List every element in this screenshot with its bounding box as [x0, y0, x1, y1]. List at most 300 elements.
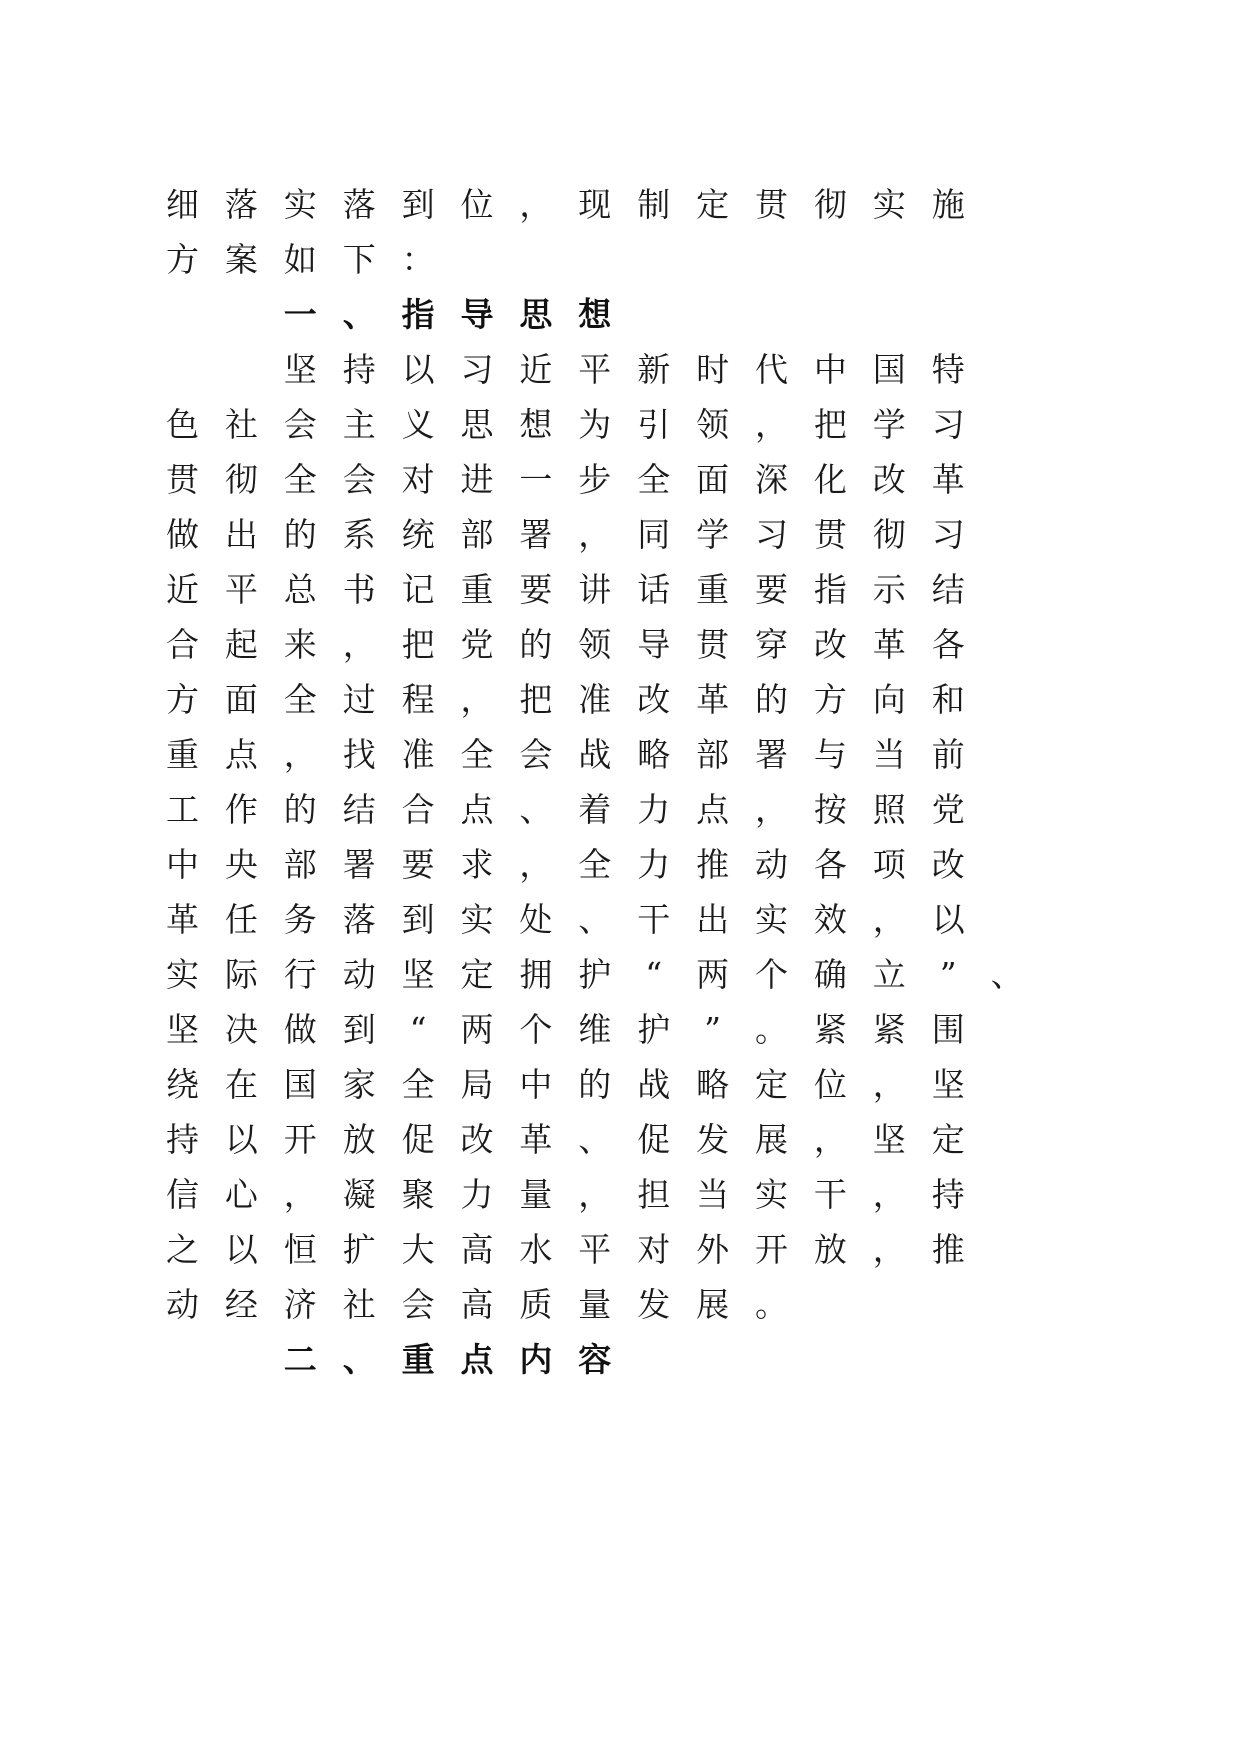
glyph: ，: [460, 680, 494, 719]
glyph: ，: [519, 185, 553, 224]
glyph: 战: [637, 1065, 671, 1104]
glyph: 定: [460, 955, 494, 994]
glyph: 实: [872, 185, 906, 224]
glyph: 改: [872, 460, 906, 499]
body-line: [0, 730, 1240, 780]
body-line: [0, 675, 1240, 725]
glyph: 各: [813, 845, 847, 884]
glyph: ，: [872, 900, 906, 939]
glyph: 坚: [401, 955, 435, 994]
glyph: ，: [755, 790, 788, 829]
glyph: 务: [283, 900, 317, 939]
body-line: [0, 180, 1240, 230]
body-line: [0, 1115, 1240, 1165]
glyph: 两: [460, 1010, 494, 1049]
glyph: 开: [755, 1230, 788, 1269]
glyph: 局: [460, 1065, 494, 1104]
glyph: 的: [283, 790, 317, 829]
glyph: 习: [755, 515, 788, 554]
glyph: 经: [224, 1285, 258, 1324]
glyph: 近: [166, 570, 199, 609]
glyph: 际: [224, 955, 258, 994]
glyph: 护: [637, 1010, 671, 1049]
glyph: 义: [401, 405, 435, 444]
glyph: 准: [401, 735, 435, 774]
glyph: 干: [813, 1175, 847, 1214]
glyph: 高: [460, 1285, 494, 1324]
glyph: 点: [460, 1340, 494, 1379]
glyph: 动: [166, 1285, 199, 1324]
glyph: 大: [401, 1230, 435, 1269]
glyph: 准: [578, 680, 612, 719]
glyph: 总: [283, 570, 317, 609]
glyph: 面: [224, 680, 258, 719]
glyph: 落: [224, 185, 258, 224]
glyph: ，: [342, 625, 376, 664]
glyph: 把: [813, 405, 847, 444]
glyph: 主: [342, 405, 376, 444]
glyph: 改: [813, 625, 847, 664]
glyph: 会: [283, 405, 317, 444]
body-line: [0, 510, 1240, 560]
glyph: 思: [460, 405, 494, 444]
section-heading-guiding-ideology: [0, 290, 1240, 340]
glyph: 程: [401, 680, 435, 719]
glyph: 色: [166, 405, 199, 444]
glyph: 全: [283, 460, 317, 499]
glyph: 立: [872, 955, 906, 994]
glyph: 围: [931, 1010, 965, 1049]
glyph: 想: [519, 405, 553, 444]
glyph: 高: [460, 1230, 494, 1269]
body-line: [0, 235, 1240, 285]
glyph: 中: [166, 845, 199, 884]
glyph: 彻: [813, 185, 847, 224]
glyph: 全: [283, 680, 317, 719]
glyph: 开: [283, 1120, 317, 1159]
glyph: 统: [401, 515, 435, 554]
glyph: 信: [166, 1175, 199, 1214]
glyph: 现: [578, 185, 612, 224]
glyph: 外: [696, 1230, 730, 1269]
glyph: 指: [813, 570, 847, 609]
glyph: 到: [342, 1010, 376, 1049]
glyph: 要: [755, 570, 788, 609]
glyph: 革: [931, 460, 965, 499]
glyph: 贯: [696, 625, 730, 664]
glyph: 党: [931, 790, 965, 829]
glyph: 国: [872, 350, 906, 389]
glyph: 重: [696, 570, 730, 609]
glyph: 动: [342, 955, 376, 994]
glyph: 聚: [401, 1175, 435, 1214]
glyph: 彻: [872, 515, 906, 554]
glyph: 部: [283, 845, 317, 884]
glyph: 对: [401, 460, 435, 499]
glyph: ，: [872, 1230, 906, 1269]
glyph: 展: [696, 1285, 730, 1324]
glyph: 当: [696, 1175, 730, 1214]
glyph: 任: [224, 900, 258, 939]
glyph: 贯: [755, 185, 788, 224]
glyph: 两: [696, 955, 730, 994]
glyph: 讲: [578, 570, 612, 609]
glyph: 习: [931, 405, 965, 444]
glyph: 来: [283, 625, 317, 664]
glyph: 工: [166, 790, 199, 829]
body-line: [0, 455, 1240, 505]
glyph: 力: [637, 845, 671, 884]
body-line: [0, 345, 1240, 395]
glyph: 贯: [813, 515, 847, 554]
glyph: ，: [578, 515, 612, 554]
glyph: 作: [224, 790, 258, 829]
glyph: 、: [342, 1340, 376, 1379]
glyph: 实: [755, 1175, 788, 1214]
glyph: 合: [401, 790, 435, 829]
glyph: 。: [755, 1285, 788, 1324]
glyph: 出: [696, 900, 730, 939]
glyph: 指: [401, 295, 435, 334]
glyph: ，: [283, 1175, 317, 1214]
glyph: 会: [519, 735, 553, 774]
glyph: 为: [578, 405, 612, 444]
glyph: ，: [755, 405, 788, 444]
glyph: 个: [519, 1010, 553, 1049]
body-line: [0, 1060, 1240, 1110]
glyph: 之: [166, 1230, 199, 1269]
glyph: 革: [872, 625, 906, 664]
glyph: 合: [166, 625, 199, 664]
glyph: 穿: [755, 625, 788, 664]
body-line: [0, 1005, 1240, 1055]
glyph: 要: [519, 570, 553, 609]
glyph: 制: [637, 185, 671, 224]
glyph: 找: [342, 735, 376, 774]
glyph: 绕: [166, 1065, 199, 1104]
glyph: 心: [224, 1175, 258, 1214]
glyph: 凝: [342, 1175, 376, 1214]
glyph: 一: [519, 460, 553, 499]
glyph: 代: [755, 350, 788, 389]
glyph: 改: [931, 845, 965, 884]
glyph: 部: [696, 735, 730, 774]
glyph: 会: [342, 460, 376, 499]
glyph: 家: [342, 1065, 376, 1104]
glyph: ，: [283, 735, 317, 774]
glyph: 持: [342, 350, 376, 389]
glyph: 深: [755, 460, 788, 499]
glyph: 实: [166, 955, 199, 994]
glyph: 、: [519, 790, 553, 829]
glyph: 、: [578, 1120, 612, 1159]
glyph: 以: [401, 350, 435, 389]
glyph: 面: [696, 460, 730, 499]
glyph: 落: [342, 185, 376, 224]
glyph: 话: [637, 570, 671, 609]
section-heading-key-content: [0, 1335, 1240, 1385]
glyph: 引: [637, 405, 671, 444]
glyph: 发: [637, 1285, 671, 1324]
glyph: “: [645, 955, 663, 994]
glyph: “: [409, 1010, 427, 1049]
body-line: [0, 895, 1240, 945]
glyph: 同: [637, 515, 671, 554]
glyph: 方: [813, 680, 847, 719]
glyph: 以: [224, 1230, 258, 1269]
glyph: 方: [166, 680, 199, 719]
glyph: 点: [460, 790, 494, 829]
glyph: 坚: [872, 1120, 906, 1159]
glyph: ”: [704, 1010, 722, 1049]
glyph: 要: [401, 845, 435, 884]
glyph: 与: [813, 735, 847, 774]
glyph: 各: [931, 625, 965, 664]
glyph: 导: [460, 295, 494, 334]
glyph: 系: [342, 515, 376, 554]
body-line: [0, 400, 1240, 450]
glyph: 署: [755, 735, 788, 774]
glyph: 点: [224, 735, 258, 774]
glyph: 改: [460, 1120, 494, 1159]
glyph: 社: [342, 1285, 376, 1324]
body-line: [0, 840, 1240, 890]
glyph: 起: [224, 625, 258, 664]
glyph: 领: [578, 625, 612, 664]
glyph: 平: [578, 1230, 612, 1269]
glyph: ，: [872, 1065, 906, 1104]
body-line: [0, 785, 1240, 835]
glyph: 到: [401, 900, 435, 939]
body-line: [0, 1225, 1240, 1275]
glyph: 学: [872, 405, 906, 444]
glyph: 实: [460, 900, 494, 939]
glyph: 部: [460, 515, 494, 554]
body-line: [0, 1170, 1240, 1220]
glyph: 的: [283, 515, 317, 554]
glyph: 下: [342, 240, 376, 279]
glyph: ，: [872, 1175, 906, 1214]
glyph: 放: [813, 1230, 847, 1269]
glyph: 动: [755, 845, 788, 884]
glyph: 贯: [166, 460, 199, 499]
glyph: 如: [283, 240, 317, 279]
body-line: [0, 620, 1240, 670]
glyph: 略: [637, 735, 671, 774]
glyph: 在: [224, 1065, 258, 1104]
glyph: 中: [519, 1065, 553, 1104]
glyph: 化: [813, 460, 847, 499]
glyph: 位: [460, 185, 494, 224]
glyph: 进: [460, 460, 494, 499]
glyph: 到: [401, 185, 435, 224]
glyph: 持: [166, 1120, 199, 1159]
glyph: 习: [460, 350, 494, 389]
glyph: 署: [342, 845, 376, 884]
glyph: 和: [931, 680, 965, 719]
glyph: 前: [931, 735, 965, 774]
glyph: 点: [696, 790, 730, 829]
glyph: 定: [755, 1065, 788, 1104]
glyph: 方: [166, 240, 199, 279]
glyph: 革: [519, 1120, 553, 1159]
glyph: 坚: [931, 1065, 965, 1104]
glyph: 思: [519, 295, 553, 334]
glyph: 力: [637, 790, 671, 829]
glyph: 细: [166, 185, 199, 224]
glyph: 维: [578, 1010, 612, 1049]
glyph: 全: [637, 460, 671, 499]
glyph: 推: [696, 845, 730, 884]
glyph: 中: [813, 350, 847, 389]
glyph: 出: [224, 515, 258, 554]
glyph: 示: [872, 570, 906, 609]
glyph: 署: [519, 515, 553, 554]
glyph: 向: [872, 680, 906, 719]
glyph: 推: [931, 1230, 965, 1269]
glyph: 处: [519, 900, 553, 939]
glyph: 一: [283, 295, 317, 334]
glyph: 革: [166, 900, 199, 939]
glyph: ：: [401, 240, 435, 279]
glyph: 记: [401, 570, 435, 609]
glyph: 展: [755, 1120, 788, 1159]
glyph: 社: [224, 405, 258, 444]
glyph: 量: [519, 1175, 553, 1214]
glyph: 全: [578, 845, 612, 884]
glyph: 位: [813, 1065, 847, 1104]
glyph: 行: [283, 955, 317, 994]
glyph: 近: [519, 350, 553, 389]
glyph: 持: [931, 1175, 965, 1214]
glyph: 党: [460, 625, 494, 664]
glyph: 彻: [224, 460, 258, 499]
glyph: 重: [401, 1340, 435, 1379]
glyph: 做: [166, 515, 199, 554]
glyph: 学: [696, 515, 730, 554]
glyph: 按: [813, 790, 847, 829]
glyph: 扩: [342, 1230, 376, 1269]
glyph: 恒: [283, 1230, 317, 1269]
glyph: 步: [578, 460, 612, 499]
glyph: 全: [460, 735, 494, 774]
glyph: 想: [578, 295, 612, 334]
glyph: 力: [460, 1175, 494, 1214]
glyph: 会: [401, 1285, 435, 1324]
glyph: 全: [401, 1065, 435, 1104]
glyph: 促: [401, 1120, 435, 1159]
glyph: 放: [342, 1120, 376, 1159]
glyph: 改: [637, 680, 671, 719]
glyph: 、: [990, 955, 1024, 994]
glyph: ，: [519, 845, 553, 884]
glyph: 担: [637, 1175, 671, 1214]
glyph: 平: [224, 570, 258, 609]
glyph: 照: [872, 790, 906, 829]
glyph: 把: [519, 680, 553, 719]
glyph: 确: [813, 955, 847, 994]
glyph: 着: [578, 790, 612, 829]
glyph: 干: [637, 900, 671, 939]
glyph: 对: [637, 1230, 671, 1269]
glyph: 习: [931, 515, 965, 554]
glyph: 定: [931, 1120, 965, 1159]
body-line: [0, 950, 1240, 1000]
glyph: 容: [578, 1340, 612, 1379]
glyph: 坚: [166, 1010, 199, 1049]
body-line: [0, 565, 1240, 615]
glyph: 把: [401, 625, 435, 664]
glyph: 施: [931, 185, 965, 224]
glyph: 促: [637, 1120, 671, 1159]
glyph: 的: [578, 1065, 612, 1104]
glyph: 做: [283, 1010, 317, 1049]
glyph: 、: [342, 295, 376, 334]
glyph: 的: [519, 625, 553, 664]
glyph: 战: [578, 735, 612, 774]
glyph: 决: [224, 1010, 258, 1049]
glyph: 的: [755, 680, 788, 719]
glyph: 领: [696, 405, 730, 444]
glyph: 落: [342, 900, 376, 939]
glyph: 重: [460, 570, 494, 609]
body-line: [0, 1280, 1240, 1330]
glyph: 坚: [283, 350, 317, 389]
glyph: 略: [696, 1065, 730, 1104]
glyph: 求: [460, 845, 494, 884]
glyph: 水: [519, 1230, 553, 1269]
glyph: 二: [283, 1340, 317, 1379]
glyph: 结: [931, 570, 965, 609]
glyph: 定: [696, 185, 730, 224]
glyph: 结: [342, 790, 376, 829]
glyph: 以: [931, 900, 965, 939]
glyph: 平: [578, 350, 612, 389]
glyph: 导: [637, 625, 671, 664]
glyph: 特: [931, 350, 965, 389]
glyph: 实: [283, 185, 317, 224]
glyph: 书: [342, 570, 376, 609]
glyph: 发: [696, 1120, 730, 1159]
glyph: 个: [755, 955, 788, 994]
glyph: 过: [342, 680, 376, 719]
glyph: 项: [872, 845, 906, 884]
glyph: 紧: [872, 1010, 906, 1049]
glyph: 央: [224, 845, 258, 884]
glyph: 以: [224, 1120, 258, 1159]
glyph: 实: [755, 900, 788, 939]
glyph: 时: [696, 350, 730, 389]
glyph: 国: [283, 1065, 317, 1104]
glyph: 新: [637, 350, 671, 389]
glyph: 革: [696, 680, 730, 719]
glyph: 量: [578, 1285, 612, 1324]
glyph: 当: [872, 735, 906, 774]
glyph: 拥: [519, 955, 553, 994]
glyph: ，: [813, 1120, 847, 1159]
glyph: 济: [283, 1285, 317, 1324]
glyph: 、: [578, 900, 612, 939]
glyph: 。: [755, 1010, 788, 1049]
glyph: 效: [813, 900, 847, 939]
glyph: 案: [224, 240, 258, 279]
glyph: ，: [578, 1175, 612, 1214]
glyph: ”: [939, 955, 957, 994]
glyph: 重: [166, 735, 199, 774]
glyph: 护: [578, 955, 612, 994]
glyph: 紧: [813, 1010, 847, 1049]
glyph: 内: [519, 1340, 553, 1379]
